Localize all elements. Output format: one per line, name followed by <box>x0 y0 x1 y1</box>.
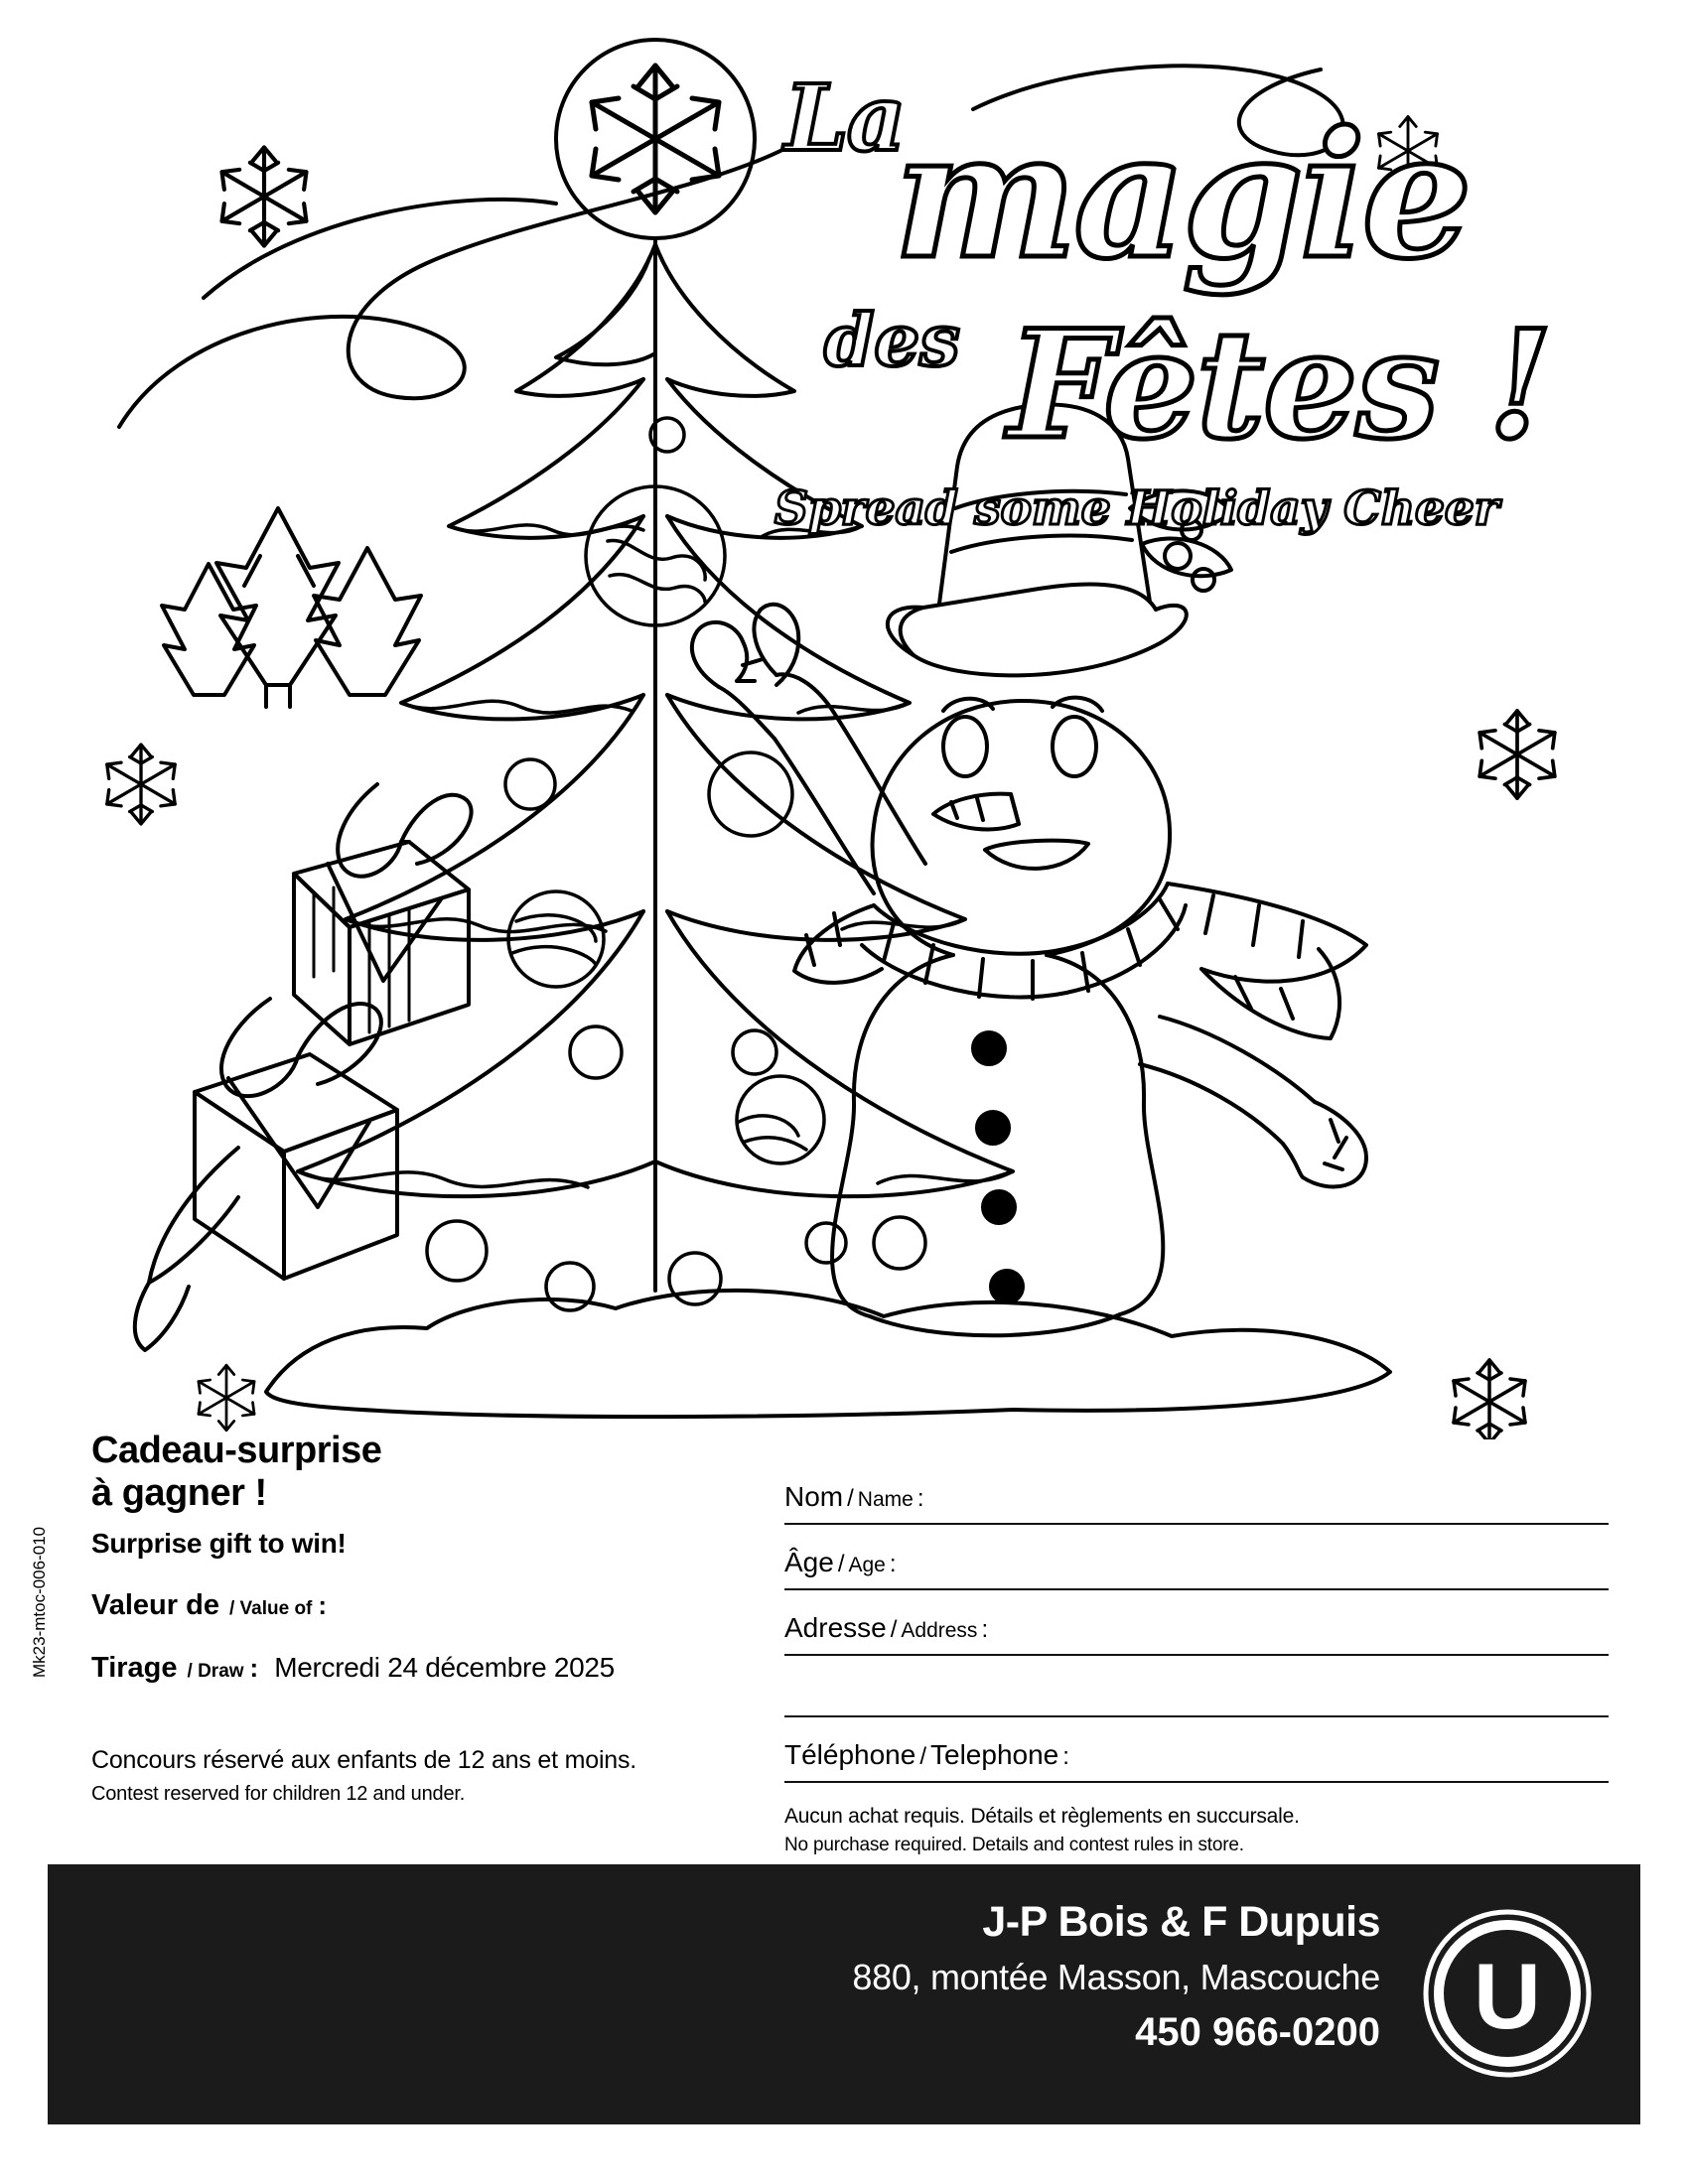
field-name-label-fr: Nom <box>784 1481 844 1512</box>
field-name-separator: / <box>847 1485 854 1512</box>
field-name-label <box>784 1481 928 1513</box>
field-phone-label <box>784 1739 1073 1771</box>
eligibility-rules-en: Contest reserved for children 12 and under. <box>91 1783 466 1806</box>
field-address-label-fr: Adresse <box>784 1612 887 1643</box>
title-tagline: Spread some Holiday Cheer <box>774 481 1499 536</box>
document-code: Mk23-mtoc-006-010 <box>30 1526 49 1678</box>
title-word-des: des <box>824 298 960 382</box>
pine-trees-icon <box>162 508 421 707</box>
store-info <box>487 1898 1380 2055</box>
field-age-label-fr: Âge <box>784 1547 834 1577</box>
field-age-colon: : <box>889 1551 897 1577</box>
field-name-label-en: Name <box>857 1488 914 1511</box>
draw-label-fr: Tirage <box>91 1652 178 1685</box>
field-age-label <box>784 1547 901 1578</box>
prize-headline-fr <box>91 1430 747 1514</box>
store-footer <box>48 1864 1640 2124</box>
value-label-en: / Value of <box>228 1598 313 1620</box>
wind-swirl-icon <box>119 66 1343 427</box>
field-address-colon: : <box>981 1616 989 1643</box>
draw-colon: : <box>249 1653 259 1684</box>
prize-headline-fr-line1: Cadeau-surprise <box>91 1430 382 1471</box>
contest-details <box>91 1430 747 1806</box>
field-phone-separator: / <box>919 1743 927 1770</box>
field-address-label <box>784 1612 992 1644</box>
store-street: 880, montée Masson, <box>852 1957 1191 1997</box>
svg-text:U: U <box>1474 1944 1541 2048</box>
title-word-la: La <box>784 65 905 172</box>
field-phone-label-en: Telephone <box>930 1739 1059 1770</box>
field-address-separator: / <box>890 1616 898 1643</box>
field-name-colon: : <box>916 1485 924 1512</box>
eligibility-rules <box>91 1746 747 1806</box>
field-address-label-en: Address <box>901 1619 978 1642</box>
store-city: Mascouche <box>1199 1957 1380 1997</box>
field-phone-label-fr: Téléphone <box>784 1739 916 1770</box>
store-phone: 450 966-0200 <box>1135 2010 1380 2054</box>
store-name: J-P Bois & F Dupuis <box>982 1898 1380 1946</box>
title-word-fetes: Fêtes ! <box>1008 298 1551 473</box>
draw-row <box>91 1652 747 1685</box>
store-address <box>487 1957 1380 1998</box>
field-age[interactable] <box>784 1525 1609 1590</box>
value-colon: : <box>318 1590 328 1621</box>
value-row <box>91 1589 747 1622</box>
snow-ground <box>266 1291 1390 1417</box>
field-age-separator: / <box>837 1551 845 1577</box>
value-label-fr: Valeur de <box>91 1589 219 1622</box>
eligibility-rules-fr: Concours réservé aux enfants de 12 ans et moins. <box>91 1746 637 1775</box>
star-snowflake-topper-icon <box>556 40 755 238</box>
entry-form <box>784 1459 1609 1856</box>
field-phone-colon: : <box>1062 1743 1069 1770</box>
field-address[interactable] <box>784 1590 1609 1656</box>
field-age-label-en: Age <box>848 1554 886 1576</box>
form-legal-note-en: No purchase required. Details and contest rules in store. <box>784 1835 1244 1855</box>
form-legal-note <box>784 1805 1609 1856</box>
form-legal-note-fr: Aucun achat requis. Détails et règlements en succursale. <box>784 1805 1300 1828</box>
field-name[interactable] <box>784 1459 1609 1525</box>
title-word-magie: magie <box>894 94 1469 298</box>
prize-headline-fr-line2: à gagner ! <box>91 1471 267 1514</box>
draw-label-en: / Draw <box>187 1661 244 1683</box>
gift-boxes-icon <box>135 784 472 1350</box>
uniprix-u-logo-icon <box>1422 1908 1593 2079</box>
field-phone-line[interactable] <box>784 1781 1609 1783</box>
draw-date: Mercredi 24 décembre 2025 <box>274 1652 615 1684</box>
field-address-line2[interactable] <box>784 1656 1609 1717</box>
prize-headline-en: Surprise gift to win! <box>91 1528 347 1560</box>
field-phone[interactable] <box>784 1717 1609 1783</box>
